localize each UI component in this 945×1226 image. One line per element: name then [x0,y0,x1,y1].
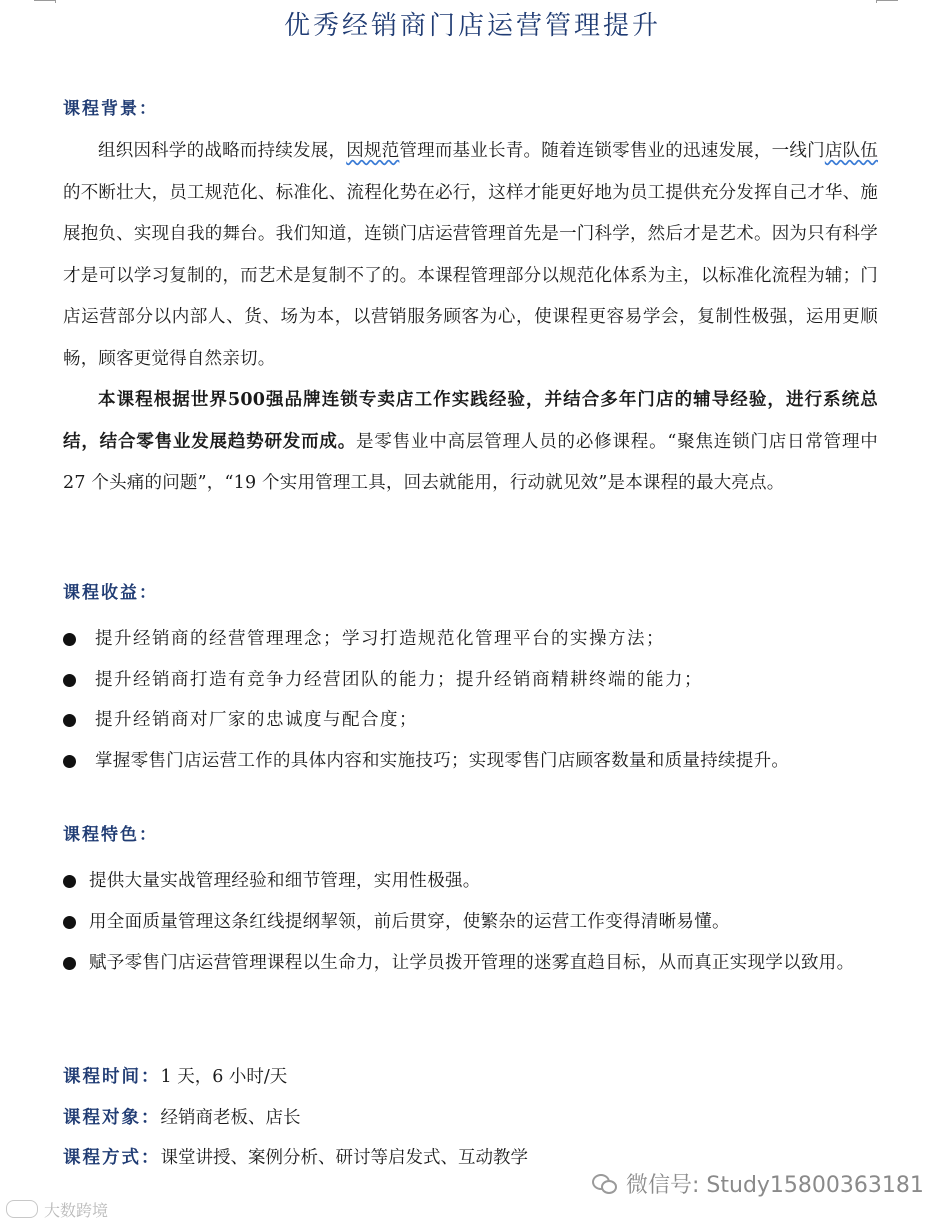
spellcheck-underline-text: 因规范 [346,141,400,161]
info-label: 课程时间： [63,1067,161,1087]
section-benefits [63,580,878,781]
list-item [63,861,878,902]
info-label: 课程对象： [63,1107,161,1128]
list-item-text: 用全面质量管理这条红线提纲挈领，前后贯穿，使繁杂的运营工作变得清晰易懂。 [89,912,730,932]
list-item [63,619,878,660]
course-audience [63,1098,878,1139]
list-item [63,943,878,984]
document-title: 优秀经销商门店运营管理提升 [283,11,661,41]
bullet-icon [63,916,76,929]
section-heading: 课程特色： [63,825,158,845]
spellcheck-underline-text: 店队伍 [824,141,878,161]
section-features [63,822,878,984]
list-item [63,700,878,741]
benefits-list [63,619,878,781]
bullet-icon [63,755,76,768]
info-label: 课程方式： [63,1148,161,1168]
section-heading: 课程收益： [63,583,158,603]
margin-mark-right-v [876,0,877,3]
bullet-icon [63,633,76,646]
list-item [63,902,878,943]
bullet-icon [63,674,76,687]
margin-mark-left-v [55,0,56,3]
list-item-text: 提供大量实战管理经验和细节管理，实用性极强。 [89,871,481,891]
list-item-text: 提升经销商对厂家的忠诚度与配合度； [95,710,418,730]
corner-watermark [6,1196,108,1222]
info-value: 课堂讲授、案例分析、研讨等启发式、互动教学 [160,1148,528,1168]
list-item-text: 赋予零售门店运营管理课程以生命力，让学员拨开管理的迷雾直趋目标，从而真正实现学以致用。 [89,953,855,973]
bold-text-run: 本课程根据世界500强品牌连锁专卖店工作实践经验，并结合多年门店的辅导经验，进行系统总结，结合零售业发展趋势研发而成。 [63,390,878,452]
section-course-info [63,1057,878,1179]
wechat-watermark [592,1165,924,1201]
section-background [63,96,878,505]
list-item [63,741,878,782]
background-paragraph-1 [63,131,878,380]
list-item [63,660,878,701]
bullet-icon [63,875,76,888]
course-time [63,1057,878,1098]
text-run: 组织因科学的战略而持续发展， [98,141,347,161]
bullet-icon [63,714,76,727]
margin-mark-left [34,0,56,1]
corner-watermark-text: 大数跨境 [44,1200,109,1220]
wechat-icon [592,1172,618,1194]
background-paragraph-2 [63,380,878,505]
section-heading: 课程背景： [63,99,158,119]
wechat-watermark-text: 微信号: Study15800363181 [626,1172,924,1198]
list-item-text: 提升经销商打造有竞争力经营团队的能力；提升经销商精耕终端的能力； [95,669,703,690]
margin-mark-right [876,0,898,1]
list-item-text: 提升经销商的经营管理理念；学习打造规范化管理平台的实操方法； [95,629,665,649]
text-run: 是零售业中高层管理人员的必修课程。“聚焦连锁门店日常管理中 27 个头痛的问题”，“19 个实用管理工具，回去就能用，行动就见效”是本课程的最大亮点。 [63,431,879,493]
text-run: 管理而基业长青。随着连锁零售业的迅速发展，一线门 [399,141,825,161]
info-value: 1 天，6 小时/天 [160,1067,288,1087]
logo-icon [6,1200,38,1218]
features-list [63,861,878,984]
text-run: 的不断壮大，员工规范化、标准化、流程化势在必行，这样才能更好地为员工提供充分发挥自己才华、施展抱负、实现自我的舞台。我们知道，连锁门店运营管理首先是一门科学，然后才是艺术。因为只有科学才是可以学习复制的，而艺术是复制不了的。本课程管理部分以规范化体系为主，以标准化流程为辅；门店运营部分以内部人、货、场为本，以营销服务顾客为心，使课程更容易学会，复制性极强，运用更顺畅，顾客更觉得自然亲切。 [63,182,878,369]
list-item-text: 掌握零售门店运营工作的具体内容和实施技巧；实现零售门店顾客数量和质量持续提升。 [95,750,790,771]
bullet-icon [63,957,76,970]
info-value: 经销商老板、店长 [160,1107,301,1128]
